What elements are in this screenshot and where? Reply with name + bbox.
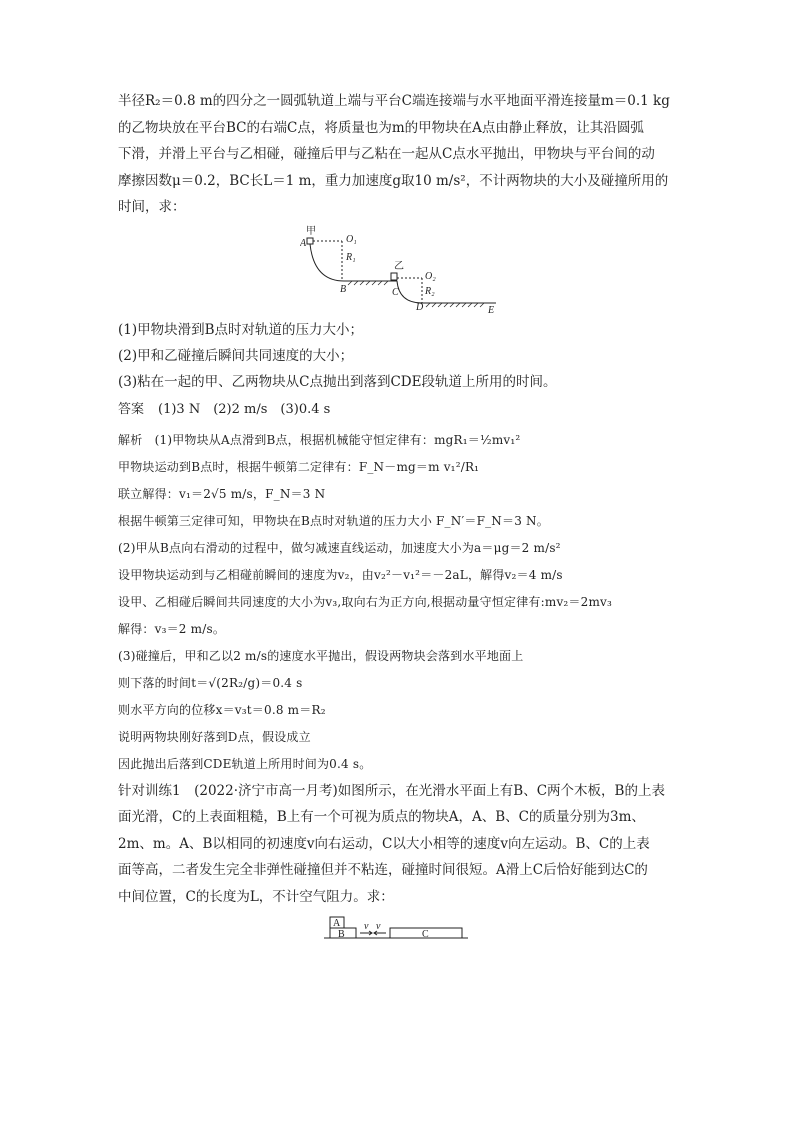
question-1: (1)甲物块滑到B点时对轨道的压力大小；	[118, 321, 364, 338]
answer-label: 答案	[118, 401, 145, 417]
block-jia	[307, 238, 313, 244]
figure-label-c2: C	[422, 929, 429, 940]
solution-line: 因此抛出后落到CDE轨道上所用时间为0.4 s。	[118, 756, 372, 771]
question-3: (3)粘在一起的甲、乙两物块从C点抛出到落到CDE段轨道上所用的时间。	[118, 373, 557, 390]
figure-label-b: B	[340, 283, 347, 295]
solution-line: 说明两物块刚好落到D点，假设成立	[118, 729, 311, 744]
figure-label-c: C	[392, 286, 399, 298]
solution-line: 解得：v₃＝2 m/s。	[118, 621, 226, 636]
figure-label-a2: A	[333, 918, 341, 929]
arc-track-ab	[310, 244, 344, 281]
problem-intro	[118, 88, 680, 221]
figure-label-o1: O₁	[346, 233, 357, 245]
exercise-line: 面等高，二者发生完全非弹性碰撞但并不粘连，碰撞时间很短。A滑上C后恰好能到达C的	[118, 862, 648, 878]
solution-line: 则水平方向的位移x＝v₃t＝0.8 m＝R₂	[118, 702, 326, 717]
figure-label-e: E	[488, 304, 495, 315]
intro-line: 时间，求：	[118, 199, 186, 215]
intro-line: 下滑，并滑上平台与乙相碰，碰撞后甲与乙粘在一起从C点水平抛出，甲物块与平台间的动	[118, 146, 655, 162]
intro-line: 摩擦因数μ＝0.2，BC长L＝1 m，重力加速度g取10 m/s²，不计两物块的大小及碰撞所用的	[118, 172, 669, 189]
solution-line: 联立解得：v₁＝2√5 m/s，F_N＝3 N	[118, 486, 326, 501]
question-2: (2)甲和乙碰撞后瞬间共同速度的大小；	[118, 347, 354, 364]
block-yi	[391, 273, 397, 280]
arc-track-cd	[397, 281, 422, 303]
figure-label-v1: v	[364, 921, 369, 932]
solution-line: 则下落的时间t＝√(2R₂/g)＝0.4 s	[118, 675, 303, 690]
figure-label-o2: O₂	[425, 270, 436, 282]
exercise-line: 针对训练1 (2022·济宁市高一月考)如图所示，在光滑水平面上有B、C两个木板，B的上表	[118, 782, 665, 799]
figure-label-v2: v	[376, 921, 381, 932]
solution-line: (2)甲从B点向右滑动的过程中，做匀减速直线运动，加速度大小为a＝μg＝2 m/s²	[118, 540, 561, 555]
document-page	[118, 88, 680, 946]
solution-line: 甲物块运动到B点时，根据牛顿第二定律有：F_N－mg＝m v₁²/R₁	[118, 459, 480, 474]
intro-line: 的乙物块放在平台BC的右端C点，将质量也为m的甲物块在A点由静止释放，让其沿圆弧	[118, 119, 644, 136]
exercise-line: 面光滑，C的上表面粗糙，B上有一个可视为质点的物块A，A、B、C的质量分别为3m、	[118, 809, 645, 825]
board-figure	[322, 916, 468, 946]
question-list	[118, 317, 680, 395]
answer-line	[118, 397, 680, 423]
solution-block	[118, 427, 680, 778]
exercise-block	[118, 778, 680, 911]
intro-line: 半径R₂＝0.8 m的四分之一圆弧轨道上端与平台C端连接端与水平地面平滑连接量m＝0.1 kg	[118, 93, 670, 109]
track-figure	[300, 223, 510, 315]
exercise-line: 2m、m。A、B以相同的初速度v向右运动，C以大小相等的速度v向左运动。B、C的上表	[118, 835, 650, 852]
solution-line: 设甲、乙相碰后瞬间共同速度的大小为v₃,取向右为正方向,根据动量守恒定律有:mv₂＝2mv₃	[118, 594, 613, 609]
answer-text: (1)3 N (2)2 m/s (3)0.4 s	[158, 401, 331, 417]
exercise-line: 中间位置，C的长度为L，不计空气阻力。求：	[118, 888, 394, 905]
figure-label-a: A	[300, 237, 307, 249]
figure-label-d: D	[416, 301, 424, 313]
figure-label-yi: 乙	[394, 260, 404, 272]
figure-label-b2: B	[338, 929, 345, 940]
solution-line: 解析 (1)甲物块从A点滑到B点，根据机械能守恒定律有：mgR₁＝½mv₁²	[118, 432, 521, 447]
figure-label-jia: 甲	[306, 225, 316, 237]
solution-line: 根据牛顿第三定律可知，甲物块在B点时对轨道的压力大小 F_N′＝F_N＝3 N。	[118, 513, 549, 528]
figure-label-r2: R₂	[425, 285, 435, 297]
solution-line: 设甲物块运动到与乙相碰前瞬间的速度为v₂，由v₂²－v₁²＝－2aL，解得v₂＝4 m/s	[118, 567, 563, 582]
solution-line: (3)碰撞后，甲和乙以2 m/s的速度水平抛出，假设两物块会落到水平地面上	[118, 648, 524, 663]
figure-label-r1: R₁	[346, 251, 356, 263]
